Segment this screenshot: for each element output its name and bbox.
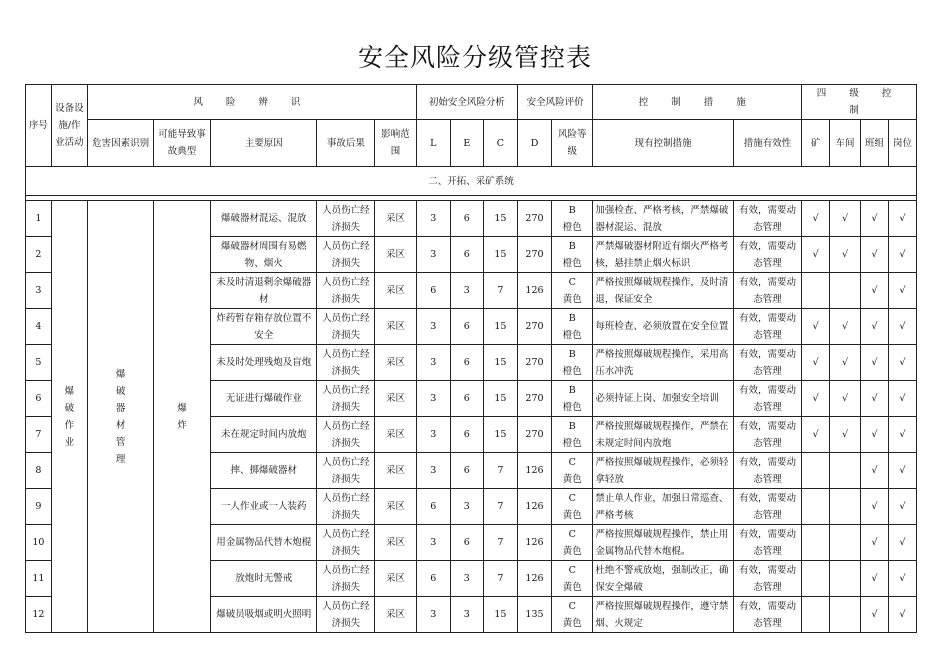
mine-check <box>802 273 830 309</box>
section-title: 二、开拓、采矿系统 <box>26 167 917 196</box>
scope-cell: 采区 <box>375 453 416 489</box>
risk-level-grade: B <box>568 348 576 360</box>
C-cell: 15 <box>483 309 517 345</box>
col-hazard: 危害因素识别 <box>88 120 154 167</box>
post-check: √ <box>888 561 916 597</box>
consequence-cell: 人员伤亡经济损失 <box>317 309 375 345</box>
effectiveness-cell: 有效，需要动态管理 <box>733 345 801 381</box>
E-cell: 3 <box>450 597 483 633</box>
L-cell: 3 <box>416 201 450 237</box>
row-number: 12 <box>26 597 52 633</box>
E-cell: 6 <box>450 201 483 237</box>
risk-level-color: 橙色 <box>562 401 582 413</box>
current-measure-cell: 严格按照爆破规程操作，采用高压水冲洗 <box>593 345 734 381</box>
col-effectiveness: 措施有效性 <box>733 120 801 167</box>
risk-control-table <box>25 84 917 633</box>
C-cell: 7 <box>483 453 517 489</box>
post-check: √ <box>888 309 916 345</box>
risk-level-cell <box>552 345 593 381</box>
E-cell: 3 <box>450 561 483 597</box>
team-check: √ <box>861 309 889 345</box>
hazard-cell-char: 破 <box>115 385 126 397</box>
workshop-check: √ <box>830 381 861 417</box>
main-cause-cell: 摔、掷爆破器材 <box>210 453 316 489</box>
risk-level-cell <box>552 273 593 309</box>
current-measure-cell: 严禁爆破器材附近有烟火严格考核，悬挂禁止烟火标识 <box>593 237 734 273</box>
D-cell: 126 <box>517 273 551 309</box>
post-check: √ <box>888 417 916 453</box>
risk-level-cell <box>552 309 593 345</box>
team-check: √ <box>861 561 889 597</box>
scope-cell: 采区 <box>375 345 416 381</box>
effectiveness-cell: 有效，需要动态管理 <box>733 201 801 237</box>
main-cause-cell: 一人作业或一人装药 <box>210 489 316 525</box>
L-cell: 3 <box>416 309 450 345</box>
post-check: √ <box>888 273 916 309</box>
post-check: √ <box>888 489 916 525</box>
risk-level-grade: C <box>568 492 576 504</box>
risk-level-grade: C <box>568 600 576 612</box>
mine-check: √ <box>802 381 830 417</box>
workshop-check: √ <box>830 417 861 453</box>
risk-level-color: 黄色 <box>562 293 582 305</box>
team-check: √ <box>861 525 889 561</box>
C-cell: 15 <box>483 597 517 633</box>
mine-check <box>802 525 830 561</box>
C-cell: 15 <box>483 381 517 417</box>
row-number: 10 <box>26 525 52 561</box>
col-accident-type: 可能导致事故典型 <box>154 120 211 167</box>
workshop-check: √ <box>830 237 861 273</box>
row-number: 5 <box>26 345 52 381</box>
col-seq: 序号 <box>26 85 52 167</box>
L-cell: 6 <box>416 561 450 597</box>
team-check: √ <box>861 417 889 453</box>
risk-level-color: 橙色 <box>562 437 582 449</box>
risk-level-grade: B <box>568 240 576 252</box>
activity-cell-char: 作 <box>64 419 75 431</box>
consequence-cell: 人员伤亡经济损失 <box>317 201 375 237</box>
effectiveness-cell: 有效，需要动态管理 <box>733 525 801 561</box>
risk-level-grade: B <box>568 312 576 324</box>
scope-cell: 采区 <box>375 201 416 237</box>
team-check: √ <box>861 273 889 309</box>
risk-level-color: 橙色 <box>562 329 582 341</box>
row-number: 8 <box>26 453 52 489</box>
team-check: √ <box>861 345 889 381</box>
current-measure-cell: 严格按照爆破规程操作，必须轻拿轻放 <box>593 453 734 489</box>
row-number: 6 <box>26 381 52 417</box>
L-cell: 3 <box>416 237 450 273</box>
post-check: √ <box>888 345 916 381</box>
col-main-cause: 主要原因 <box>210 120 316 167</box>
workshop-check <box>830 453 861 489</box>
E-cell: 6 <box>450 381 483 417</box>
D-cell: 126 <box>517 561 551 597</box>
risk-level-cell <box>552 237 593 273</box>
risk-level-color: 黄色 <box>562 545 582 557</box>
workshop-check: √ <box>830 309 861 345</box>
D-cell: 270 <box>517 309 551 345</box>
main-cause-cell: 炸药暂存箱存放位置不安全 <box>210 309 316 345</box>
hazard-cell-char: 爆 <box>115 368 126 380</box>
risk-level-color: 黄色 <box>562 617 582 629</box>
main-cause-cell: 未及时处理残炮及盲炮 <box>210 345 316 381</box>
E-cell: 6 <box>450 525 483 561</box>
risk-level-grade: C <box>568 528 576 540</box>
D-cell: 270 <box>517 345 551 381</box>
col-D: D <box>517 120 551 167</box>
page-title: 安全风险分级管控表 <box>357 43 592 72</box>
workshop-check <box>830 597 861 633</box>
activity-cell-char: 爆 <box>64 385 75 397</box>
main-cause-cell: 爆破员吸烟或明火照明 <box>210 597 316 633</box>
col-initial-analysis: 初始安全风险分析 <box>416 85 517 120</box>
header-row-2 <box>26 120 917 167</box>
L-cell: 3 <box>416 417 450 453</box>
col-risk-level: 风险等级 <box>552 120 593 167</box>
activity-cell-char: 业 <box>64 436 75 448</box>
current-measure-cell: 严格按照爆破规程操作，严禁在未规定时间内放炮 <box>593 417 734 453</box>
E-cell: 6 <box>450 345 483 381</box>
current-measure-cell: 禁止单人作业，加强日常巡查、严格考核 <box>593 489 734 525</box>
current-measure-cell: 严格按照爆破规程操作，遵守禁烟、火规定 <box>593 597 734 633</box>
L-cell: 6 <box>416 273 450 309</box>
D-cell: 126 <box>517 525 551 561</box>
consequence-cell: 人员伤亡经济损失 <box>317 417 375 453</box>
consequence-cell: 人员伤亡经济损失 <box>317 597 375 633</box>
risk-level-grade: B <box>568 420 576 432</box>
effectiveness-cell: 有效，需要动态管理 <box>733 489 801 525</box>
team-check: √ <box>861 489 889 525</box>
C-cell: 15 <box>483 417 517 453</box>
row-number: 7 <box>26 417 52 453</box>
row-number: 1 <box>26 201 52 237</box>
risk-level-grade: C <box>568 564 576 576</box>
hazard-cell-char: 管 <box>115 436 126 448</box>
risk-level-cell <box>552 201 593 237</box>
risk-level-cell <box>552 417 593 453</box>
workshop-check: √ <box>830 201 861 237</box>
post-check: √ <box>888 597 916 633</box>
scope-cell: 采区 <box>375 381 416 417</box>
section-row <box>26 167 917 196</box>
risk-level-grade: B <box>568 384 576 396</box>
scope-cell: 采区 <box>375 237 416 273</box>
scope-cell: 采区 <box>375 417 416 453</box>
hazard-cell-char: 器 <box>115 402 126 414</box>
current-measure-cell: 加强检查、严格考核，严禁爆破器材混运、混放 <box>593 201 734 237</box>
main-cause-cell: 未及时清退剩余爆破器材 <box>210 273 316 309</box>
L-cell: 3 <box>416 453 450 489</box>
hazard-cell <box>88 201 154 633</box>
L-cell: 3 <box>416 525 450 561</box>
mine-check <box>802 453 830 489</box>
consequence-cell: 人员伤亡经济损失 <box>317 345 375 381</box>
main-cause-cell: 无证进行爆破作业 <box>210 381 316 417</box>
team-check: √ <box>861 201 889 237</box>
scope-cell: 采区 <box>375 561 416 597</box>
col-team: 班组 <box>861 120 889 167</box>
activity-cell-char: 破 <box>64 402 75 414</box>
col-four-level-control: 四 级 控 制 <box>802 85 917 120</box>
E-cell: 6 <box>450 417 483 453</box>
col-current-measures: 现有控制措施 <box>593 120 734 167</box>
risk-level-color: 橙色 <box>562 257 582 269</box>
effectiveness-cell: 有效，需要动态管理 <box>733 273 801 309</box>
D-cell: 270 <box>517 417 551 453</box>
E-cell: 6 <box>450 237 483 273</box>
table-row <box>26 201 917 237</box>
workshop-check <box>830 273 861 309</box>
consequence-cell: 人员伤亡经济损失 <box>317 489 375 525</box>
current-measure-cell: 杜绝不警戒放炮，强制改正，确保安全爆破 <box>593 561 734 597</box>
current-measure-cell: 严格按照爆破规程操作，及时清退，保证安全 <box>593 273 734 309</box>
C-cell: 15 <box>483 345 517 381</box>
main-cause-cell: 放炮时无警戒 <box>210 561 316 597</box>
main-cause-cell: 爆破器材周围有易燃物、烟火 <box>210 237 316 273</box>
col-control-measures: 控 制 措 施 <box>593 85 802 120</box>
post-check: √ <box>888 381 916 417</box>
col-mine: 矿 <box>802 120 830 167</box>
risk-level-cell <box>552 381 593 417</box>
consequence-cell: 人员伤亡经济损失 <box>317 273 375 309</box>
effectiveness-cell: 有效，需要动态管理 <box>733 453 801 489</box>
risk-level-grade: B <box>568 204 576 216</box>
risk-level-cell <box>552 525 593 561</box>
team-check: √ <box>861 597 889 633</box>
D-cell: 126 <box>517 453 551 489</box>
col-risk-identification: 风 险 辨 识 <box>88 85 417 120</box>
team-check: √ <box>861 453 889 489</box>
risk-level-grade: C <box>568 276 576 288</box>
effectiveness-cell: 有效，需要动态管理 <box>733 597 801 633</box>
consequence-cell: 人员伤亡经济损失 <box>317 381 375 417</box>
current-measure-cell: 严格按照爆破规程操作，禁止用金属物品代替木炮棍。 <box>593 525 734 561</box>
row-number: 9 <box>26 489 52 525</box>
D-cell: 270 <box>517 237 551 273</box>
col-scope: 影响范围 <box>375 120 416 167</box>
E-cell: 6 <box>450 453 483 489</box>
team-check: √ <box>861 381 889 417</box>
E-cell: 3 <box>450 489 483 525</box>
post-check: √ <box>888 201 916 237</box>
D-cell: 126 <box>517 489 551 525</box>
risk-level-color: 黄色 <box>562 509 582 521</box>
scope-cell: 采区 <box>375 525 416 561</box>
main-cause-cell: 爆破器材混运、混放 <box>210 201 316 237</box>
hazard-cell-char: 材 <box>115 419 126 431</box>
row-number: 3 <box>26 273 52 309</box>
hazard-cell-char: 理 <box>115 453 126 465</box>
mine-check <box>802 597 830 633</box>
E-cell: 6 <box>450 309 483 345</box>
E-cell: 3 <box>450 273 483 309</box>
scope-cell: 采区 <box>375 309 416 345</box>
header-row-1 <box>26 85 917 120</box>
effectiveness-cell: 有效，需要动态管理 <box>733 561 801 597</box>
C-cell: 15 <box>483 201 517 237</box>
row-number: 4 <box>26 309 52 345</box>
L-cell: 3 <box>416 597 450 633</box>
D-cell: 270 <box>517 381 551 417</box>
col-post: 岗位 <box>888 120 916 167</box>
risk-level-color: 橙色 <box>562 365 582 377</box>
mine-check: √ <box>802 345 830 381</box>
mine-check: √ <box>802 309 830 345</box>
consequence-cell: 人员伤亡经济损失 <box>317 453 375 489</box>
main-cause-cell: 未在规定时间内放炮 <box>210 417 316 453</box>
C-cell: 15 <box>483 237 517 273</box>
mine-check: √ <box>802 237 830 273</box>
risk-level-color: 黄色 <box>562 581 582 593</box>
mine-check: √ <box>802 417 830 453</box>
C-cell: 7 <box>483 525 517 561</box>
risk-level-color: 黄色 <box>562 473 582 485</box>
workshop-check <box>830 561 861 597</box>
effectiveness-cell: 有效，需要动态管理 <box>733 237 801 273</box>
risk-level-color: 橙色 <box>562 221 582 233</box>
consequence-cell: 人员伤亡经济损失 <box>317 525 375 561</box>
risk-level-cell <box>552 489 593 525</box>
col-workshop: 车间 <box>830 120 861 167</box>
col-risk-evaluation: 安全风险评价 <box>517 85 592 120</box>
col-consequence: 事故后果 <box>317 120 375 167</box>
post-check: √ <box>888 525 916 561</box>
col-C: C <box>483 120 517 167</box>
col-facility: 设备设施/作业活动 <box>51 85 87 167</box>
scope-cell: 采区 <box>375 489 416 525</box>
row-number: 11 <box>26 561 52 597</box>
L-cell: 3 <box>416 381 450 417</box>
accident-cell <box>154 201 211 633</box>
C-cell: 7 <box>483 273 517 309</box>
workshop-check <box>830 489 861 525</box>
current-measure-cell: 必须持证上岗、加强安全培训 <box>593 381 734 417</box>
workshop-check <box>830 525 861 561</box>
mine-check <box>802 489 830 525</box>
risk-level-cell <box>552 597 593 633</box>
scope-cell: 采区 <box>375 273 416 309</box>
post-check: √ <box>888 453 916 489</box>
consequence-cell: 人员伤亡经济损失 <box>317 561 375 597</box>
workshop-check: √ <box>830 345 861 381</box>
effectiveness-cell: 有效，需要动态管理 <box>733 381 801 417</box>
D-cell: 270 <box>517 201 551 237</box>
scope-cell: 采区 <box>375 597 416 633</box>
consequence-cell: 人员伤亡经济损失 <box>317 237 375 273</box>
post-check: √ <box>888 237 916 273</box>
activity-cell <box>51 201 87 633</box>
current-measure-cell: 每班检查、必须放置在安全位置 <box>593 309 734 345</box>
risk-level-grade: C <box>568 456 576 468</box>
col-E: E <box>450 120 483 167</box>
effectiveness-cell: 有效，需要动态管理 <box>733 417 801 453</box>
accident-cell-char: 炸 <box>177 419 187 431</box>
risk-level-cell <box>552 453 593 489</box>
effectiveness-cell: 有效，需要动态管理 <box>733 309 801 345</box>
col-L: L <box>416 120 450 167</box>
C-cell: 7 <box>483 561 517 597</box>
accident-cell-char: 爆 <box>177 402 187 414</box>
risk-level-cell <box>552 561 593 597</box>
L-cell: 6 <box>416 489 450 525</box>
mine-check <box>802 561 830 597</box>
main-cause-cell: 用金属物品代替木炮棍 <box>210 525 316 561</box>
C-cell: 7 <box>483 489 517 525</box>
team-check: √ <box>861 237 889 273</box>
row-number: 2 <box>26 237 52 273</box>
D-cell: 135 <box>517 597 551 633</box>
mine-check: √ <box>802 201 830 237</box>
L-cell: 3 <box>416 345 450 381</box>
